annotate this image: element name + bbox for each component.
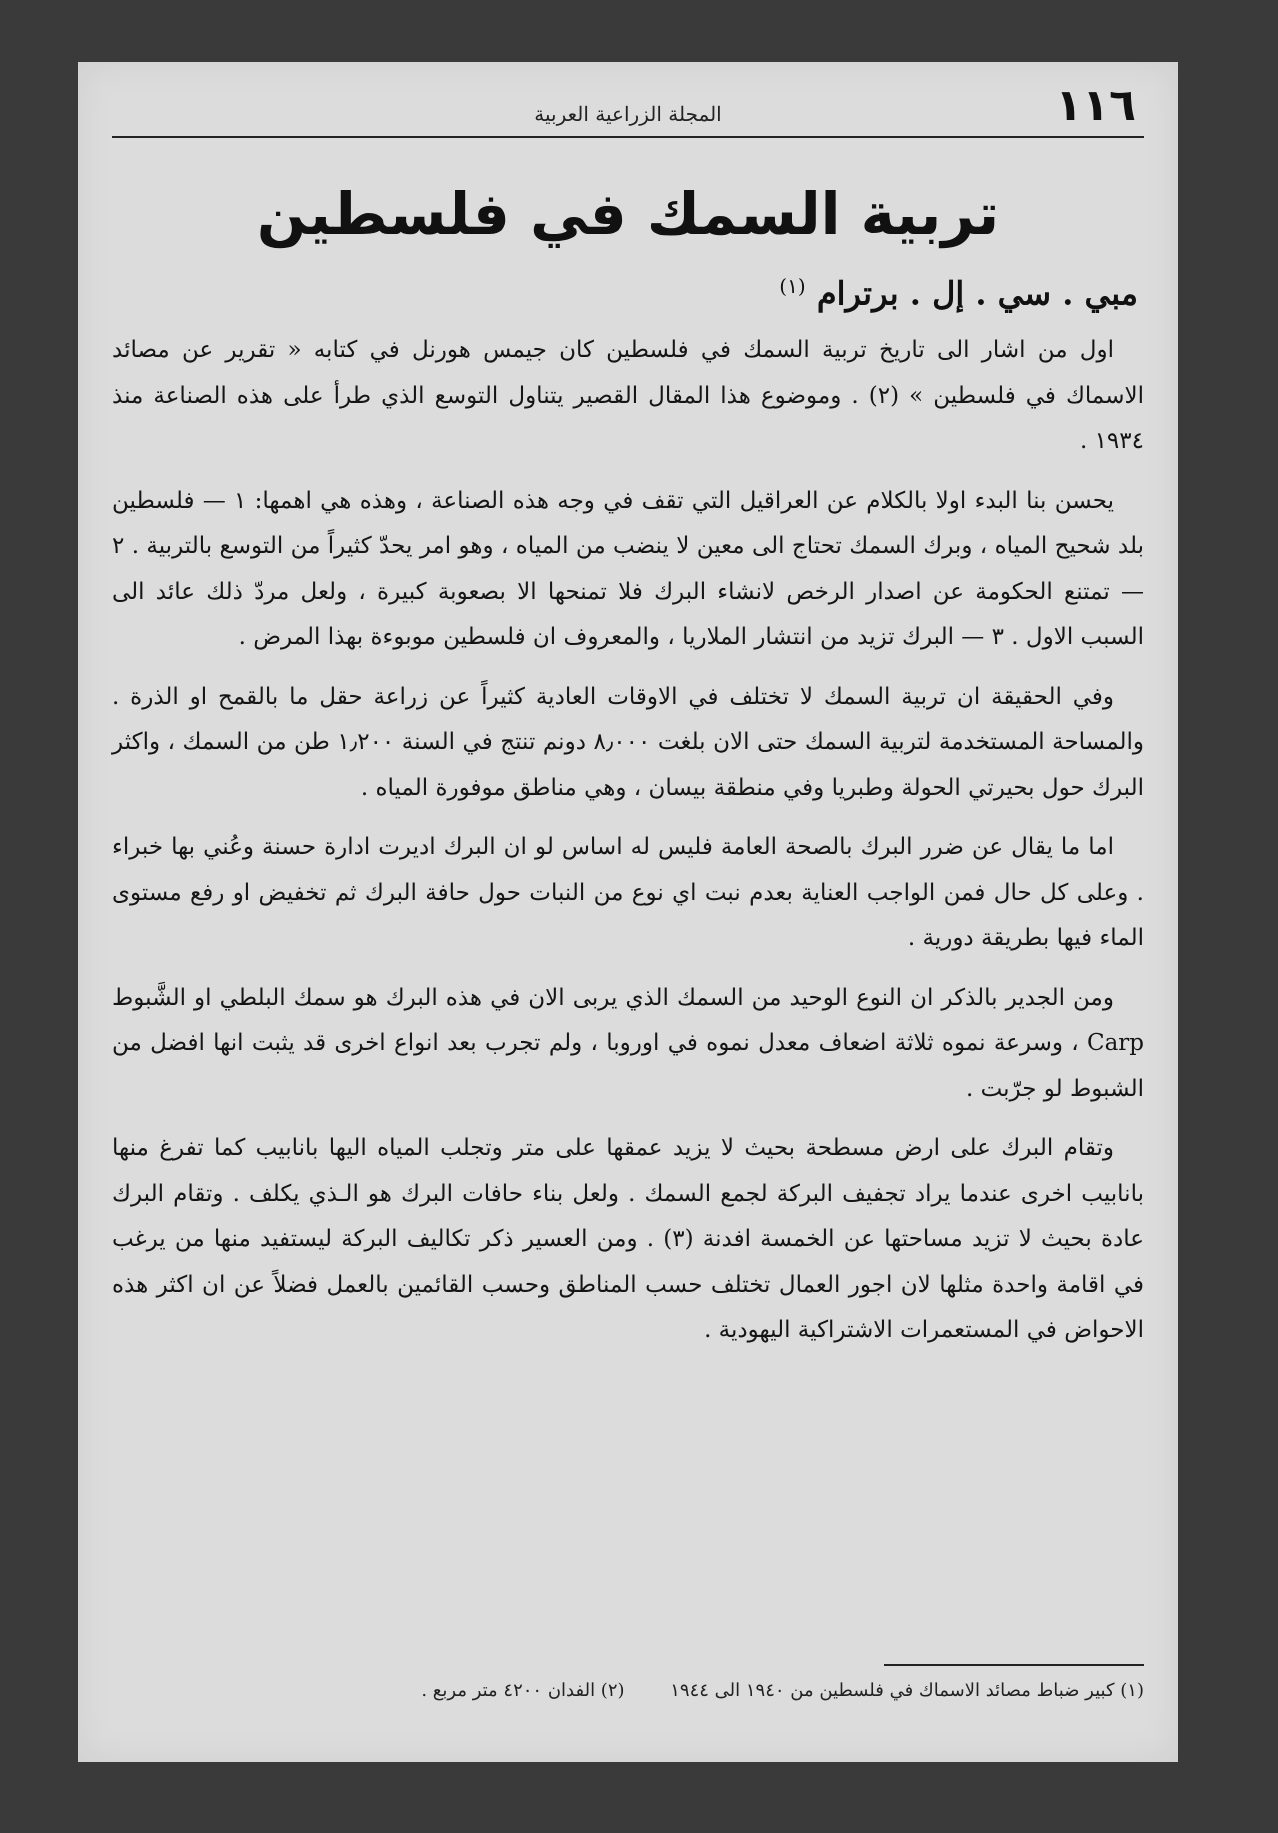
paragraph: اما ما يقال عن ضرر البرك بالصحة العامة فليس له اساس لو ان البرك اديرت ادارة حسنة وعُني بها خبراء . وعلى كل حال فمن الواجب العناية بعدم نبت اي نوع من النبات حول حافة البرك ثم تخفيض او رفع مستوى الماء فيها بطريقة دورية . — [112, 834, 1144, 951]
footnote: (٢) الفدان ٤٢٠٠ متر مربع . — [421, 1680, 625, 1701]
article-author — [779, 274, 1138, 313]
page-number: ١١٦ — [1055, 80, 1136, 131]
article-body — [112, 328, 1144, 1368]
author-name: مبي . سي . إل . برترام — [816, 274, 1138, 313]
author-footnote-marker: (١) — [779, 274, 806, 298]
document-page — [78, 62, 1178, 1762]
paragraph: يحسن بنا البدء اولا بالكلام عن العراقيل التي تقف في وجه هذه الصناعة ، وهذه هي اهمها: ١ — فلسطين بلد شحيح المياه ، وبرك السمك تحتاج الى معين لا ينضب من المياه ، وهو امر يحدّ كثيراً من التوسع بالتربية . ٢ — تمتنع الحكومة عن اصدار الرخص لانشاء البرك فلا تمنحها الا بصعوبة كبيرة ، ولعل مردّ ذلك عائد الى السبب الاول . ٣ — البرك تزيد من انتشار الملاريا ، والمعروف ان فلسطين موبوءة بهذا المرض . — [112, 487, 1144, 650]
footnotes — [112, 1680, 1144, 1701]
paragraph: وفي الحقيقة ان تربية السمك لا تختلف في الاوقات العادية كثيراً عن زراعة حقل ما بالقمح او الذرة . والمساحة المستخدمة لتربية السمك حتى الان بلغت ٨٫٠٠٠ دونم تنتج في السنة ١٫٢٠٠ طن من السمك ، واكثر البرك حول بحيرتي الحولة وطبريا وفي منطقة بيسان ، وهي مناطق موفورة المياه . — [112, 683, 1144, 801]
running-header — [112, 80, 1144, 138]
paragraph: وتقام البرك على ارض مسطحة بحيث لا يزيد عمقها على متر وتجلب المياه اليها بانابيب كما تفرغ منها بانابيب اخرى عندما يراد تجفيف البركة لجمع السمك . ولعل بناء حافات البرك هو الـذي يكلف . وتقام البرك عادة بحيث لا تزيد مساحتها عن الخمسة افدنة (٣) . ومن العسير ذكر تكاليف البركة ليستفيد منها من يرغب في اقامة واحدة مثلها لان اجور العمال تختلف حسب المناطق وحسب القائمين بالعمل فضلاً عن ان اكثر هذه الاحواض في المستعمرات الاشتراكية اليهودية . — [112, 1135, 1144, 1343]
journal-name: المجلة الزراعية العربية — [534, 102, 722, 126]
article-title: تربية السمك في فلسطين — [256, 180, 1000, 248]
paragraph: ومن الجدير بالذكر ان النوع الوحيد من السمك الذي يربى الان في هذه البرك هو سمك البلطي او الشَّبوط Carp ، وسرعة نموه ثلاثة اضعاف معدل نموه في اوروبا ، ولم تجرب بعد انواع اخرى قد يثبت انها افضل من الشبوط لو جرّبت . — [112, 984, 1144, 1102]
footnote-divider — [884, 1664, 1144, 1666]
footnote: (١) كبير ضباط مصائد الاسماك في فلسطين من ١٩٤٠ الى ١٩٤٤ — [670, 1680, 1144, 1701]
paragraph: اول من اشار الى تاريخ تربية السمك في فلسطين كان جيمس هورنل في كتابه « تقرير عن مصائد الاسماك في فلسطين » (٢) . وموضوع هذا المقال القصير يتناول التوسع الذي طرأ على هذه الصناعة منذ ١٩٣٤ . — [112, 337, 1144, 454]
